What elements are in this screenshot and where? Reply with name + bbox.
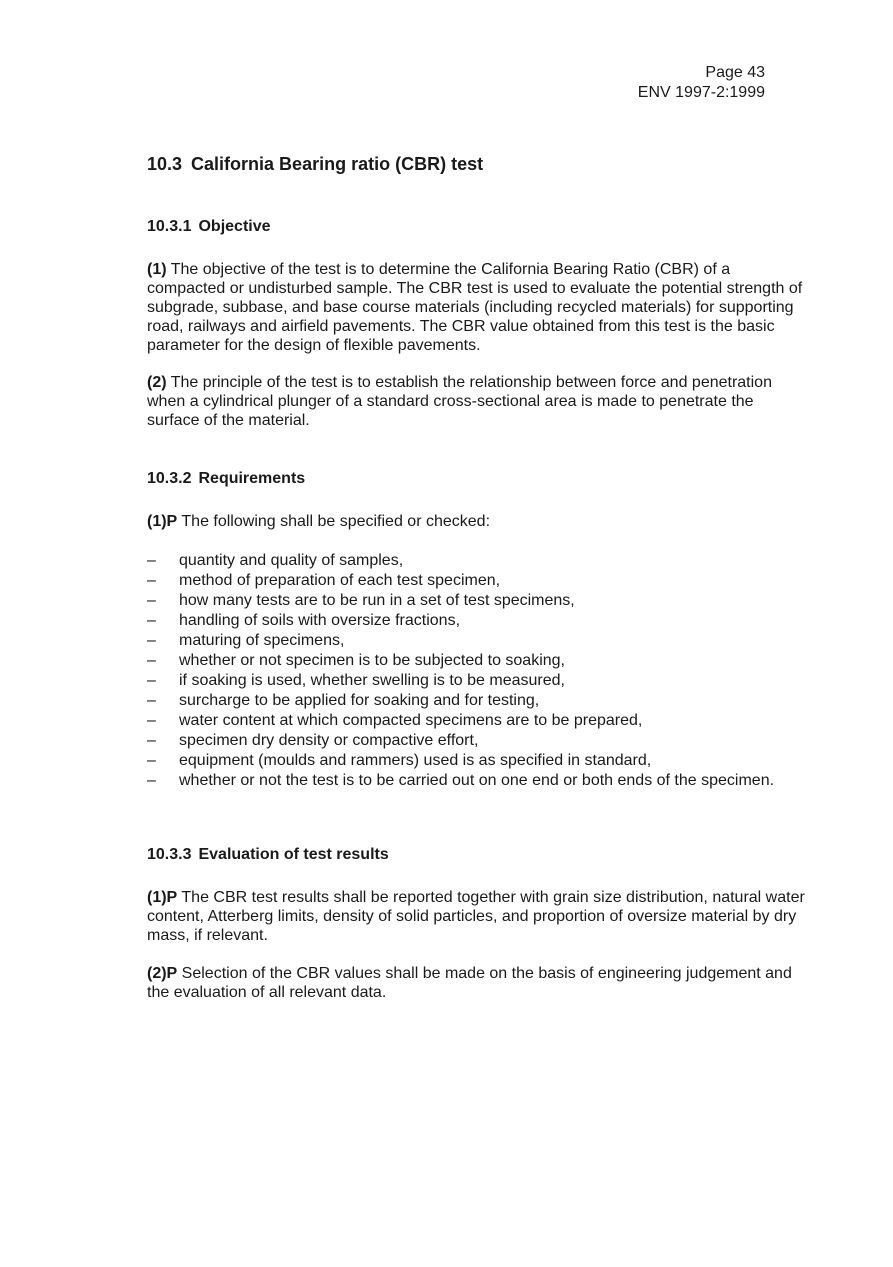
- section-heading-text: California Bearing ratio (CBR) test: [191, 154, 484, 174]
- list-dash: –: [147, 552, 156, 569]
- evaluation-heading: [147, 846, 389, 864]
- list-item: [147, 691, 827, 711]
- list-item: [147, 571, 827, 591]
- list-item-text: equipment (moulds and rammers) used is as specified in standard,: [179, 752, 652, 769]
- list-item-text: handling of soils with oversize fractions,: [179, 612, 461, 629]
- list-item-text: if soaking is used, whether swelling is to be measured,: [179, 672, 565, 689]
- list-item: [147, 591, 827, 611]
- list-item: [147, 631, 827, 651]
- requirements-paragraph-1: [147, 512, 807, 531]
- evaluation-number: 10.3.3: [147, 846, 192, 863]
- list-dash: –: [147, 612, 156, 629]
- list-item: [147, 751, 827, 771]
- clause-tag: (1)P: [147, 889, 178, 906]
- objective-paragraph-2: [147, 373, 807, 430]
- requirements-number: 10.3.2: [147, 470, 192, 487]
- list-item: [147, 711, 827, 731]
- evaluation-title: Evaluation of test results: [198, 846, 389, 863]
- list-item-text: surcharge to be applied for soaking and for testing,: [179, 692, 540, 709]
- list-item: [147, 671, 827, 691]
- section-number: 10.3: [147, 154, 183, 174]
- clause-text: The principle of the test is to establish the relationship between force and penetration when a cylindrical plunger of a standard cross-sectional area is made to penetrate the surface of the material.: [147, 374, 772, 429]
- page-header: [638, 63, 765, 103]
- list-dash: –: [147, 712, 156, 729]
- list-item: [147, 611, 827, 631]
- clause-text: The objective of the test is to determine the California Bearing Ratio (CBR) of a compacted or undisturbed sample. The CBR test is used to evaluate the potential strength of subgrade, subbase, and base course materials (including recycled materials) for supporting road, railways and airfield pavements. The CBR value obtained from this test is the basic parameter for the design of flexible pavements.: [147, 261, 803, 354]
- clause-tag: (1)P: [147, 513, 178, 530]
- list-item-text: whether or not specimen is to be subjected to soaking,: [179, 652, 565, 669]
- list-dash: –: [147, 732, 156, 749]
- list-item-text: quantity and quality of samples,: [179, 552, 404, 569]
- list-item: [147, 551, 827, 571]
- list-dash: –: [147, 592, 156, 609]
- list-item-text: specimen dry density or compactive effort,: [179, 732, 479, 749]
- list-dash: –: [147, 652, 156, 669]
- list-dash: –: [147, 752, 156, 769]
- list-dash: –: [147, 632, 156, 649]
- requirements-heading: [147, 470, 305, 488]
- section-title: [147, 154, 483, 175]
- objective-number: 10.3.1: [147, 218, 192, 235]
- clause-tag: (1): [147, 261, 167, 278]
- list-dash: –: [147, 692, 156, 709]
- list-dash: –: [147, 672, 156, 689]
- list-dash: –: [147, 572, 156, 589]
- objective-title: Objective: [198, 218, 271, 235]
- objective-heading: [147, 218, 271, 236]
- clause-text: The CBR test results shall be reported together with grain size distribution, natural water content, Atterberg limits, density of solid particles, and proportion of oversize material by dry mass, if relevant.: [147, 889, 805, 944]
- list-item: [147, 771, 827, 791]
- evaluation-paragraph-2: [147, 964, 807, 1002]
- list-item-text: whether or not the test is to be carried out on one end or both ends of the specimen.: [179, 772, 775, 789]
- list-dash: –: [147, 772, 156, 789]
- list-item: [147, 731, 827, 751]
- list-item-text: maturing of specimens,: [179, 632, 345, 649]
- objective-paragraph-1: [147, 260, 807, 355]
- list-item-text: water content at which compacted specimens are to be prepared,: [179, 712, 643, 729]
- page-number: Page 43: [705, 64, 765, 81]
- requirements-list: [147, 551, 827, 791]
- clause-tag: (2): [147, 374, 167, 391]
- clause-tag: (2)P: [147, 965, 178, 982]
- requirements-title: Requirements: [198, 470, 306, 487]
- list-item-text: method of preparation of each test specimen,: [179, 572, 501, 589]
- list-item-text: how many tests are to be run in a set of test specimens,: [179, 592, 575, 609]
- clause-text: Selection of the CBR values shall be made on the basis of engineering judgement and the evaluation of all relevant data.: [147, 965, 792, 1001]
- list-item: [147, 651, 827, 671]
- evaluation-paragraph-1: [147, 888, 807, 945]
- clause-text: The following shall be specified or checked:: [177, 513, 491, 530]
- document-id: ENV 1997-2:1999: [637, 84, 765, 101]
